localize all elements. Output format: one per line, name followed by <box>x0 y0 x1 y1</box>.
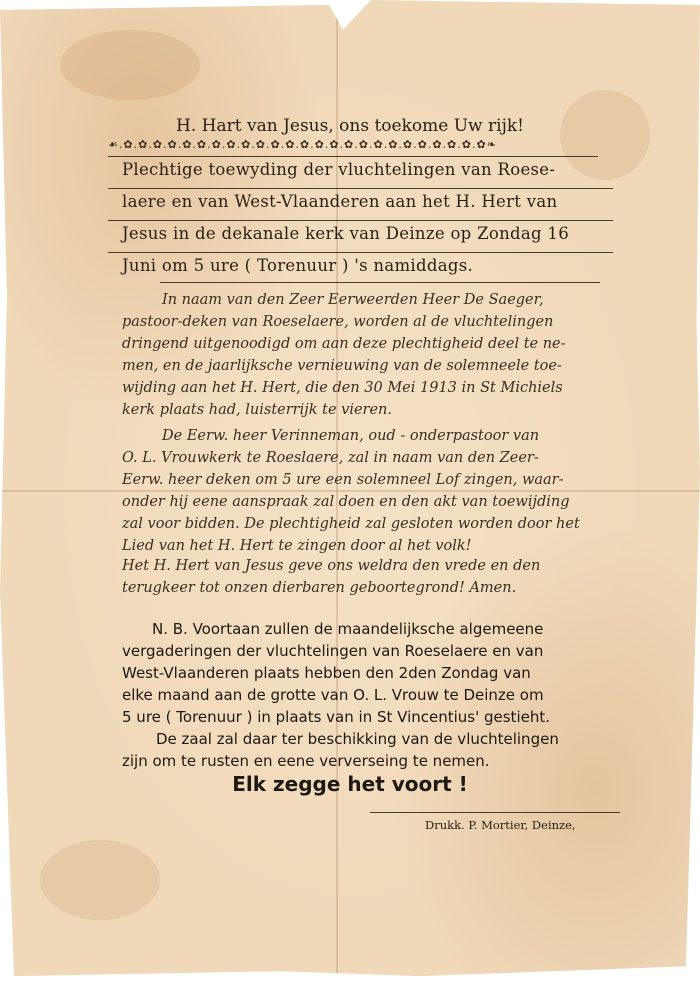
closing-call: Elk zegge het voort ! <box>232 772 468 796</box>
heading-line: Juni om 5 ure ( Torenuur ) 's namiddags. <box>122 256 474 275</box>
body-line: men, en de jaarlijksche vernieuwing van de solemneele toe- <box>122 358 562 374</box>
notice-line: vergaderingen der vluchtelingen van Roeselaere en van <box>122 642 544 660</box>
divider-rule <box>108 252 613 253</box>
body-line: zal voor bidden. De plechtigheid zal gesloten worden door het <box>122 516 580 532</box>
notice-line: elke maand aan de grotte van O. L. Vrouw te Deinze om <box>122 686 544 704</box>
body-line: In naam van den Zeer Eerweerden Heer De Saeger, <box>162 292 544 308</box>
stain <box>40 840 160 920</box>
body-line: pastoor-deken van Roeselaere, worden al de vluchtelingen <box>122 314 554 330</box>
body-line: Het H. Hert van Jesus geve ons weldra den vrede en den <box>122 558 541 574</box>
fold-crease-horizontal <box>0 490 700 492</box>
divider-rule <box>160 282 600 283</box>
notice-line: N. B. Voortaan zullen de maandelijksche algemeene <box>152 620 544 638</box>
divider-rule <box>108 156 598 157</box>
notice-line: zijn om te rusten en eene ververseing te nemen. <box>122 752 490 770</box>
divider-rule <box>108 220 613 221</box>
body-line: kerk plaats had, luisterrijk te vieren. <box>122 402 393 418</box>
body-line: De Eerw. heer Verinneman, oud - onderpastoor van <box>162 428 540 444</box>
body-line: onder hij eene aanspraak zal doen en den akt van toewijding <box>122 494 570 510</box>
body-line: wijding aan het H. Hert, die den 30 Mei 1913 in St Michiels <box>122 380 563 396</box>
divider-rule <box>370 812 620 813</box>
heading-line: laere en van West-Vlaanderen aan het H. Hert van <box>122 192 558 211</box>
divider-rule <box>108 188 613 189</box>
body-line: terugkeer tot onzen dierbaren geboortegrond! Amen. <box>122 580 517 596</box>
heading-line: Jesus in de dekanale kerk van Deinze op Zondag 16 <box>122 224 570 243</box>
body-line: dringend uitgenoodigd om aan deze plechtigheid deel te ne- <box>122 336 566 352</box>
stain <box>60 30 200 100</box>
printer-credit: Drukk. P. Mortier, Deinze, <box>425 818 576 832</box>
page-title: H. Hart van Jesus, ons toekome Uw rijk! <box>176 116 524 136</box>
notice-line: De zaal zal daar ter beschikking van de vluchtelingen <box>156 730 559 748</box>
body-line: Eerw. heer deken om 5 ure een solemneel Lof zingen, waar- <box>122 472 564 488</box>
heading-line: Plechtige toewyding der vluchtelingen van Roese- <box>122 160 556 179</box>
body-line: Lied van het H. Hert te zingen door al het volk! <box>122 538 472 554</box>
notice-line: West-Vlaanderen plaats hebben den 2den Zondag van <box>122 664 531 682</box>
ornament-border: ☙.✿.✿.✿.✿.✿.✿.✿.✿.✿.✿.✿.✿.✿.✿.✿.✿.✿.✿.✿.✿.✿.✿.✿.✿.✿❧ <box>108 138 497 151</box>
body-line: O. L. Vrouwkerk te Roeslaere, zal in naam van den Zeer- <box>122 450 539 466</box>
notice-line: 5 ure ( Torenuur ) in plaats van in St Vincentius' gestieht. <box>122 708 550 726</box>
